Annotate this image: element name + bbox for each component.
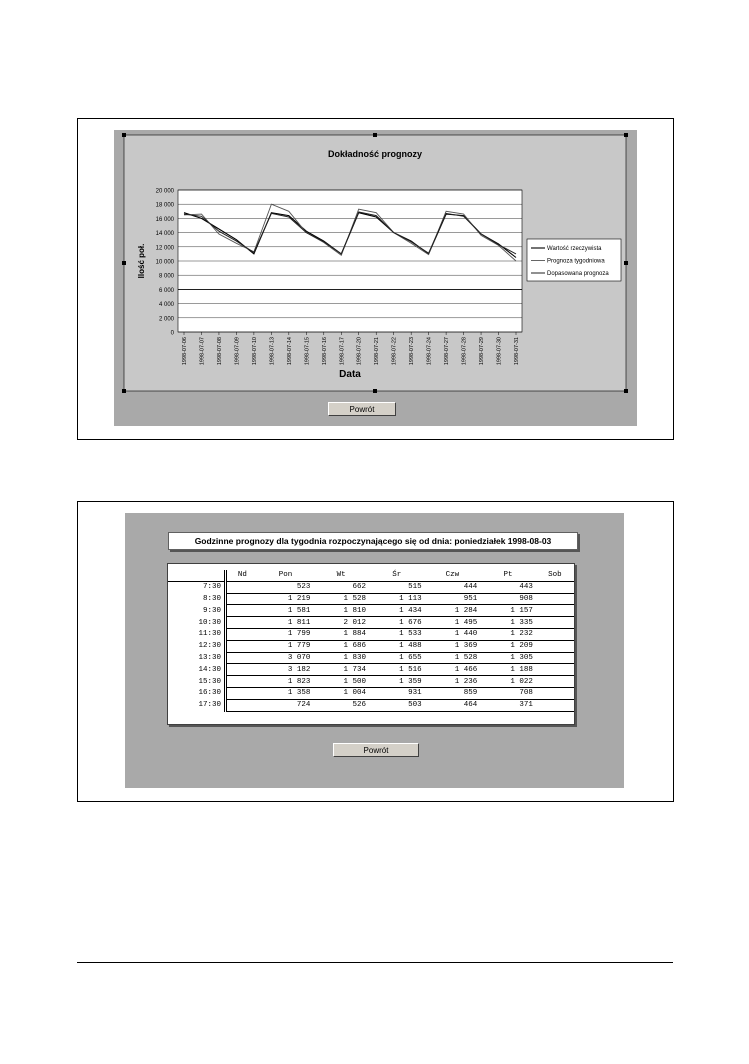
- table-cell: 908: [480, 593, 536, 605]
- y-tick-label: 8 000: [158, 273, 174, 280]
- table-cell: [226, 628, 258, 640]
- table-cell: 1 434: [369, 605, 425, 617]
- table-cell: 1 884: [313, 628, 369, 640]
- table-cell: 1 655: [369, 652, 425, 664]
- table-row: [168, 676, 574, 688]
- y-tick-label: 6 000: [158, 287, 174, 294]
- selection-handle: [122, 133, 126, 137]
- column-header-sr: Śr: [369, 570, 425, 581]
- x-tick-label: 1998-07-21: [374, 337, 381, 366]
- table-cell: [536, 664, 574, 676]
- column-header-nd: Nd: [226, 570, 258, 581]
- table-cell: 931: [369, 687, 425, 699]
- column-header-czw: Czw: [425, 570, 481, 581]
- table-cell: 3 182: [258, 664, 314, 676]
- selection-handle: [122, 389, 126, 393]
- table-cell: [536, 617, 574, 629]
- table-row: [168, 652, 574, 664]
- table-cell: 1 022: [480, 676, 536, 688]
- hourly-forecast-table-box: [167, 563, 575, 725]
- legend-entry: Prognoza tygodniowa: [547, 258, 605, 265]
- table-row: [168, 640, 574, 652]
- y-tick-label: 4 000: [158, 302, 174, 309]
- table-cell: 1 284: [425, 605, 481, 617]
- chart-title: Dokładność prognozy: [327, 149, 423, 159]
- x-tick-label: 1998-07-20: [356, 337, 363, 366]
- table-cell: 1 157: [480, 605, 536, 617]
- table-cell: [226, 605, 258, 617]
- x-tick-label: 1998-07-23: [409, 337, 416, 366]
- hourly-forecast-title: Godzinne prognozy dla tygodnia rozpoczynającego się od dnia: poniedziałek 1998-08-03: [168, 532, 578, 550]
- table-cell: 1 358: [258, 687, 314, 699]
- table-cell: 1 004: [313, 687, 369, 699]
- table-cell: [536, 676, 574, 688]
- table-cell: 1 581: [258, 605, 314, 617]
- chart-screen-frame: [77, 118, 674, 440]
- table-screen-background: [125, 513, 624, 788]
- table-cell: 371: [480, 699, 536, 711]
- table-cell: [536, 605, 574, 617]
- table-cell: 2 012: [313, 617, 369, 629]
- row-time: 13:30: [168, 652, 226, 664]
- table-cell: [226, 699, 258, 711]
- table-cell: [226, 687, 258, 699]
- selection-handle: [122, 261, 126, 265]
- table-cell: 1 209: [480, 640, 536, 652]
- x-tick-label: 1998-07-10: [251, 337, 258, 366]
- table-cell: [226, 617, 258, 629]
- y-tick-label: 12 000: [155, 245, 174, 252]
- x-tick-label: 1998-07-16: [321, 337, 328, 366]
- row-time: 9:30: [168, 605, 226, 617]
- table-row: [168, 687, 574, 699]
- table-cell: 951: [425, 593, 481, 605]
- table-cell: [226, 593, 258, 605]
- table-cell: 1 823: [258, 676, 314, 688]
- table-cell: [536, 699, 574, 711]
- x-tick-label: 1998-07-29: [479, 337, 486, 366]
- table-cell: 1 369: [425, 640, 481, 652]
- chart-screen-background: [114, 130, 637, 426]
- x-tick-label: 1998-07-13: [269, 337, 276, 366]
- table-cell: [536, 628, 574, 640]
- table-cell: [226, 652, 258, 664]
- table-cell: 443: [480, 581, 536, 593]
- table-cell: 1 686: [313, 640, 369, 652]
- table-row: [168, 593, 574, 605]
- table-cell: [536, 640, 574, 652]
- table-cell: 1 488: [369, 640, 425, 652]
- x-tick-label: 1998-07-07: [199, 337, 206, 366]
- table-cell: 1 500: [313, 676, 369, 688]
- x-tick-label: 1998-07-08: [216, 337, 223, 366]
- table-cell: [536, 581, 574, 593]
- table-cell: 1 359: [369, 676, 425, 688]
- table-cell: 1 811: [258, 617, 314, 629]
- selection-handle: [624, 389, 628, 393]
- column-header-wt: Wt: [313, 570, 369, 581]
- table-cell: 1 466: [425, 664, 481, 676]
- table-cell: 662: [313, 581, 369, 593]
- table-row: [168, 605, 574, 617]
- page-footer-rule: [77, 962, 673, 963]
- table-cell: 724: [258, 699, 314, 711]
- table-cell: 1 779: [258, 640, 314, 652]
- table-cell: 1 799: [258, 628, 314, 640]
- table-cell: 1 528: [425, 652, 481, 664]
- time-column-header: [168, 570, 226, 581]
- y-tick-label: 10 000: [155, 259, 174, 266]
- row-time: 7:30: [168, 581, 226, 593]
- legend-entry: Wartość rzeczywista: [547, 246, 602, 253]
- column-header-pt: Pt: [480, 570, 536, 581]
- table-cell: 1 440: [425, 628, 481, 640]
- table-cell: 1 495: [425, 617, 481, 629]
- row-time: 14:30: [168, 664, 226, 676]
- y-tick-label: 14 000: [155, 231, 174, 238]
- x-tick-label: 1998-07-06: [182, 337, 188, 366]
- table-screen-frame: [77, 501, 674, 802]
- legend-entry: Dopasowana prognoza: [547, 271, 609, 278]
- table-cell: 523: [258, 581, 314, 593]
- table-cell: 1 830: [313, 652, 369, 664]
- y-tick-label: 20 000: [155, 188, 174, 195]
- table-cell: 1 188: [480, 664, 536, 676]
- table-row: [168, 699, 574, 711]
- table-cell: 503: [369, 699, 425, 711]
- y-tick-label: 16 000: [155, 216, 174, 223]
- table-cell: [226, 664, 258, 676]
- table-cell: [226, 676, 258, 688]
- selection-handle: [624, 133, 628, 137]
- row-time: 17:30: [168, 699, 226, 711]
- x-axis-label: Data: [339, 369, 361, 380]
- table-cell: 1 676: [369, 617, 425, 629]
- x-tick-label: 1998-07-24: [426, 337, 433, 366]
- table-cell: 1 232: [480, 628, 536, 640]
- y-tick-label: 2 000: [158, 316, 174, 323]
- table-cell: 1 734: [313, 664, 369, 676]
- row-time: 11:30: [168, 628, 226, 640]
- table-cell: 859: [425, 687, 481, 699]
- column-header-pon: Pon: [258, 570, 314, 581]
- x-tick-label: 1998-07-31: [514, 337, 520, 366]
- x-tick-label: 1998-07-17: [339, 337, 346, 366]
- x-tick-label: 1998-07-22: [391, 337, 398, 366]
- table-cell: 1 810: [313, 605, 369, 617]
- table-cell: 515: [369, 581, 425, 593]
- table-cell: [536, 652, 574, 664]
- table-row: [168, 664, 574, 676]
- x-tick-label: 1998-07-14: [286, 337, 293, 366]
- table-cell: [536, 593, 574, 605]
- selection-handle: [624, 261, 628, 265]
- x-tick-label: 1998-07-27: [444, 337, 451, 366]
- table-row: [168, 581, 574, 593]
- x-tick-label: 1998-07-09: [234, 337, 241, 366]
- hourly-forecast-table: [168, 570, 574, 712]
- table-cell: 1 533: [369, 628, 425, 640]
- y-axis-label: Ilość poł.: [137, 243, 146, 279]
- accuracy-chart[interactable]: [114, 130, 637, 426]
- back-button[interactable]: Powrót: [333, 743, 419, 757]
- x-tick-label: 1998-07-15: [304, 337, 311, 366]
- x-tick-label: 1998-07-30: [496, 337, 503, 366]
- table-cell: 464: [425, 699, 481, 711]
- table-cell: 708: [480, 687, 536, 699]
- table-header-row: [168, 570, 574, 581]
- column-header-sob: Sob: [536, 570, 574, 581]
- row-time: 8:30: [168, 593, 226, 605]
- table-cell: 1 516: [369, 664, 425, 676]
- table-cell: 1 113: [369, 593, 425, 605]
- table-cell: 1 305: [480, 652, 536, 664]
- y-tick-label: 0: [170, 330, 174, 337]
- table-cell: 1 236: [425, 676, 481, 688]
- selection-handle: [373, 389, 377, 393]
- back-button[interactable]: Powrót: [328, 402, 396, 416]
- x-tick-label: 1998-07-28: [461, 337, 468, 366]
- table-cell: [226, 581, 258, 593]
- selection-handle: [373, 133, 377, 137]
- table-cell: [536, 687, 574, 699]
- table-row: [168, 628, 574, 640]
- table-cell: 1 528: [313, 593, 369, 605]
- row-time: 16:30: [168, 687, 226, 699]
- row-time: 12:30: [168, 640, 226, 652]
- table-cell: 3 070: [258, 652, 314, 664]
- table-row: [168, 617, 574, 629]
- table-cell: 1 219: [258, 593, 314, 605]
- table-cell: 1 335: [480, 617, 536, 629]
- row-time: 10:30: [168, 617, 226, 629]
- table-cell: 444: [425, 581, 481, 593]
- y-tick-label: 18 000: [155, 202, 174, 209]
- row-time: 15:30: [168, 676, 226, 688]
- table-cell: [226, 640, 258, 652]
- table-cell: 526: [313, 699, 369, 711]
